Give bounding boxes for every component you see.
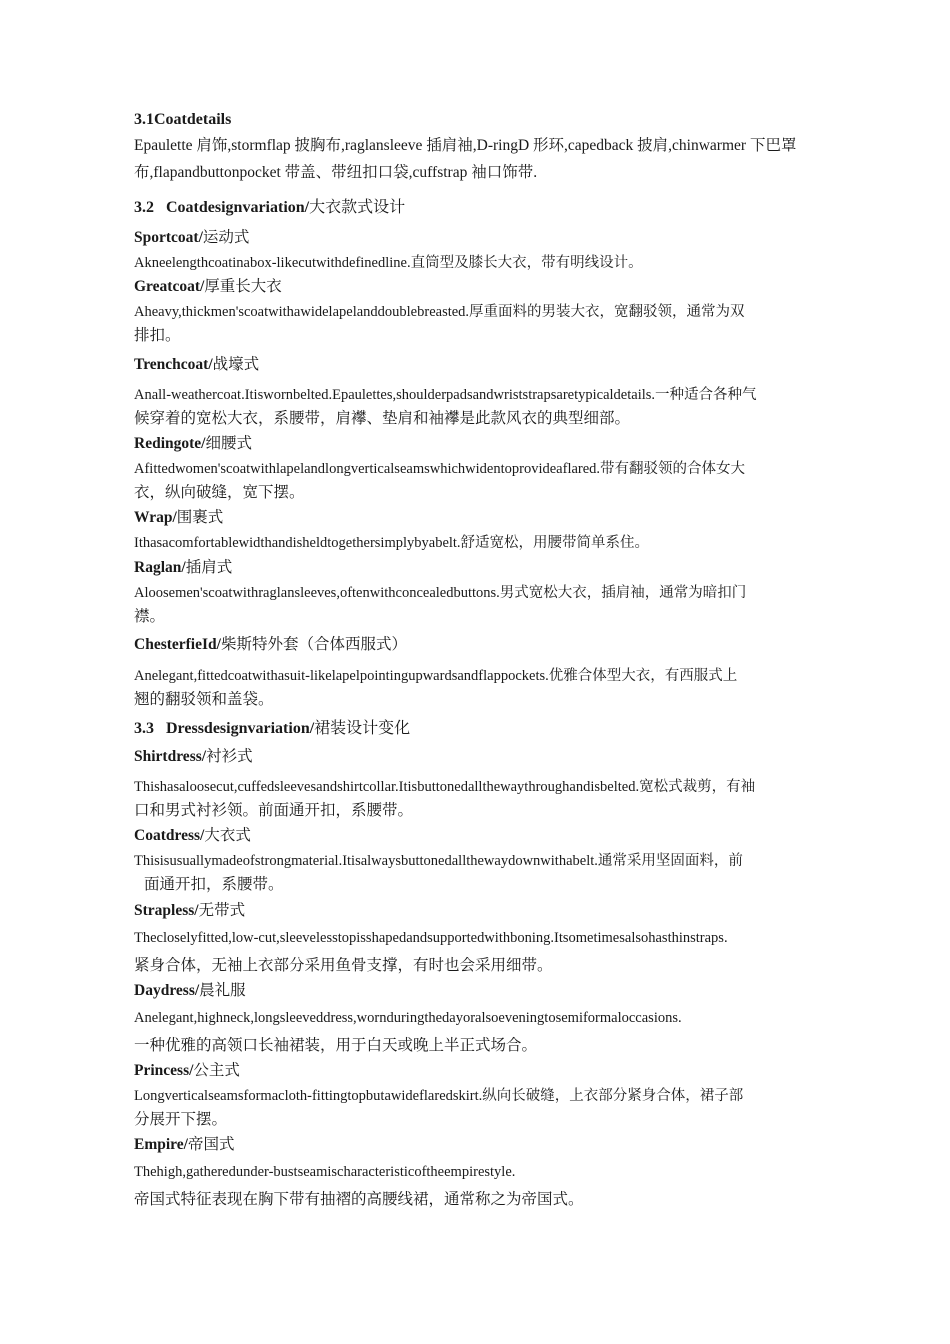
term-description: Afittedwomen'scoatwithlapelandlongverticalseamswhichwidentoprovideaflared.带有翻驳领的合体女大 [134, 461, 746, 477]
term-description: 翘的翻驳领和盖袋。 [134, 691, 274, 708]
term-description: Thehigh,gatheredunder-bustseamischaracteristicoftheempirestyle. [134, 1164, 516, 1180]
term-description: Thecloselyfitted,low-cut,sleevelesstopisshapedandsupportedwithboning.Itsometimesalsohasthinstraps. [134, 930, 728, 946]
term-description: 帝国式特征表现在胸下带有抽褶的高腰线裙，通常称之为帝国式。 [134, 1191, 584, 1208]
term-description: 候穿着的宽松大衣，系腰带，肩襻、垫肩和袖襻是此款风衣的典型细部。 [134, 410, 631, 427]
term-heading: Strapless/无带式 [134, 902, 246, 919]
term-description: Thishasaloosecut,cuffedsleevesandshirtcollar.Itisbuttonedallthewaythroughandisbelted.宽松式裁剪，有袖 [134, 779, 756, 795]
term-description: 紧身合体，无袖上衣部分采用鱼骨支撑，有时也会采用细带。 [134, 957, 553, 974]
term-description: Anall-weathercoat.Itiswornbelted.Epaulettes,shoulderpadsandwriststrapsaretypicaldetails.一种适合各种气 [134, 387, 757, 403]
term-description: Aheavy,thickmen'scoatwithawidelapelanddoublebreasted.厚重面料的男装大衣，宽翻驳领，通常为双 [134, 304, 745, 320]
term-description: 排扣。 [134, 327, 181, 344]
term-heading: Redingote/细腰式 [134, 435, 252, 452]
term-heading: Sportcoat/运动式 [134, 229, 250, 246]
term-description: Akneelengthcoatinabox-likecutwithdefinedline.直筒型及膝长大衣，带有明线设计。 [134, 255, 643, 271]
term-heading: Wrap/围裹式 [134, 509, 224, 526]
term-description: 衣，纵向破缝，宽下摆。 [134, 484, 305, 501]
section-3-1-line: 布,flapandbuttonpocket 带盖、带纽扣口袋,cuffstrap 袖口饰带. [134, 164, 538, 181]
term-heading: Daydress/晨礼服 [134, 982, 246, 999]
term-description: Longverticalseamsformacloth-fittingtopbutawideflaredskirt.纵向长破缝，上衣部分紧身合体，裙子部 [134, 1088, 744, 1104]
term-description: 分展开下摆。 [134, 1111, 228, 1128]
term-description: Aloosemen'scoatwithraglansleeves,oftenwithconcealedbuttons.男式宽松大衣，插肩袖，通常为暗扣门 [134, 585, 747, 601]
term-heading: Princess/公主式 [134, 1062, 240, 1079]
term-description: 口和男式衬衫领。前面通开扣，系腰带。 [134, 802, 414, 819]
term-description: 襟。 [134, 608, 166, 625]
section-3-1-line: Epaulette 肩饰,stormflap 披胸布,raglansleeve 插肩袖,D-ringD 形环,capedback 披肩,chinwarmer 下巴罩 [134, 137, 797, 154]
term-description: 一种优雅的高领口长袖裙装，用于白天或晚上半正式场合。 [134, 1037, 538, 1054]
term-heading: Coatdress/大衣式 [134, 827, 251, 844]
section-3-2-heading: 3.2 Coatdesignvariation/大衣款式设计 [134, 199, 406, 216]
term-description: Thisisusuallymadeofstrongmaterial.Itisalwaysbuttonedallthewaydownwithabelt.通常采用坚固面料，前 [134, 853, 743, 869]
term-description: Anelegant,highneck,longsleeveddress,wornduringthedayoralsoeveningtosemiformaloccasions. [134, 1010, 682, 1026]
term-heading: Empire/帝国式 [134, 1136, 235, 1153]
term-heading: Shirtdress/衬衫式 [134, 748, 253, 765]
term-heading: ChesterfieId/柴斯特外套（合体西服式） [134, 636, 407, 653]
term-description: 面通开扣，系腰带。 [144, 876, 284, 893]
section-3-3-heading: 3.3 Dressdesignvariation/裙装设计变化 [134, 720, 411, 737]
section-3-1-heading: 3.1Coatdetails [134, 111, 232, 128]
term-heading: Trenchcoat/战壕式 [134, 356, 260, 373]
term-heading: Raglan/插肩式 [134, 559, 233, 576]
term-description: Anelegant,fittedcoatwithasuit-likelapelpointingupwardsandflappockets.优雅合体型大衣，有西服式上 [134, 668, 738, 684]
term-description: Ithasacomfortablewidthandisheldtogethersimplybyabelt.舒适宽松，用腰带简单系住。 [134, 535, 650, 551]
term-heading: Greatcoat/厚重长大衣 [134, 278, 282, 295]
